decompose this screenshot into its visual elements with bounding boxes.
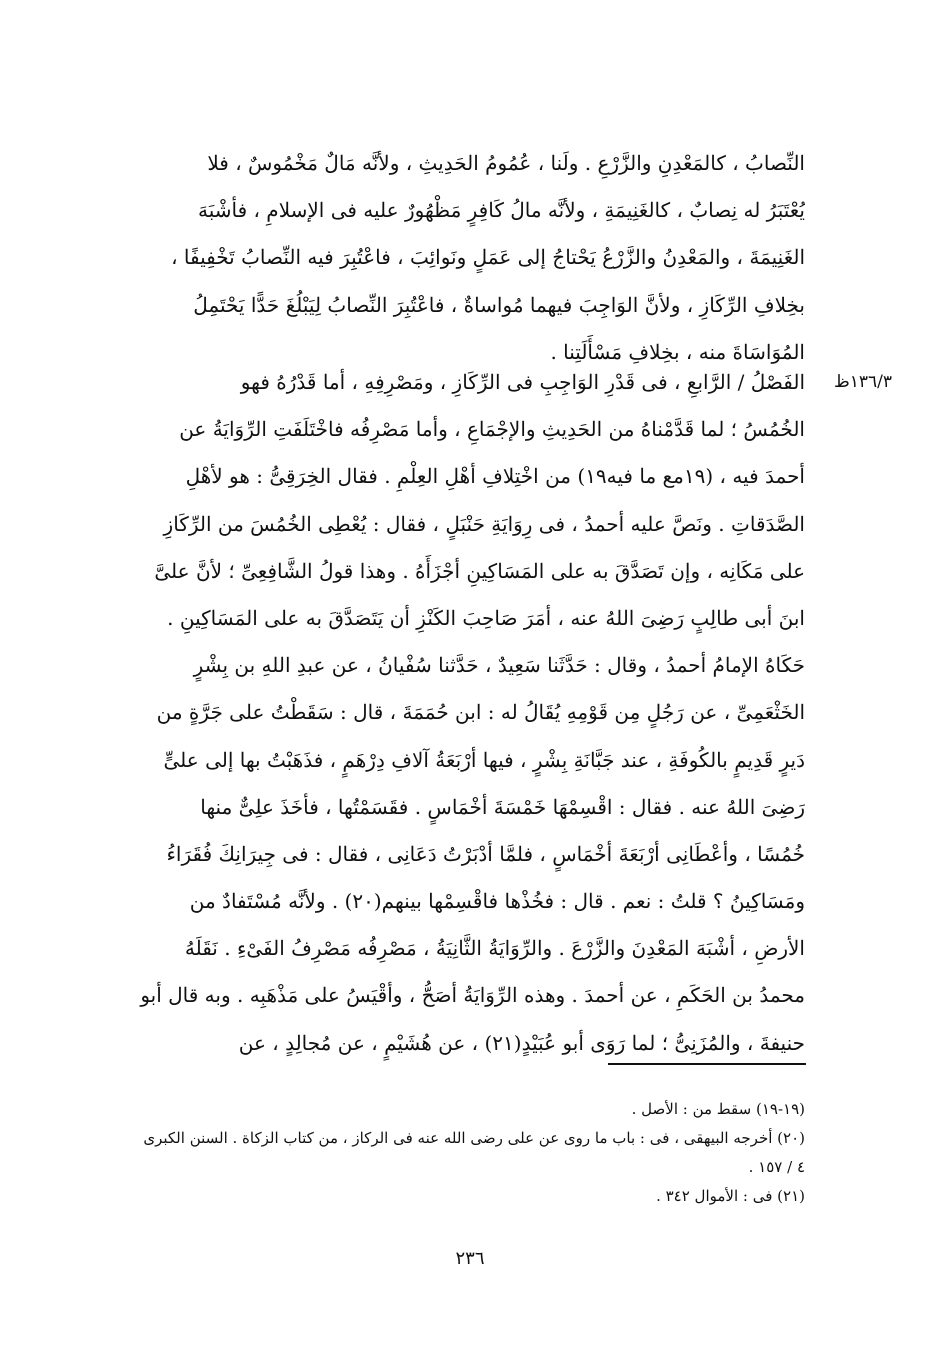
footnote-line: ٤ / ١٥٧ . — [748, 1158, 805, 1176]
text-line: الخَثْعَمِىِّ ، عن رَجُلٍ مِن قَوْمِهِ يُقَالُ له : ابن حُمَمَةَ ، قال : سَقَطْتُ على جَرَّةٍ من — [156, 700, 805, 725]
text-line: حَكَاهُ الإمامُ أحمدُ ، وقال : حَدَّثَنا سَعِيدٌ ، حَدَّثنا سُفْيانُ ، عن عبدِ اللهِ بن بِشْرٍ — [193, 653, 805, 678]
page-number: ٢٣٦ — [455, 1248, 485, 1269]
text-line: ومَسَاكِينُ ؟ قلتُ : نعم . قال : فخُذْها فاقْسِمْها بينهم(٢٠) . ولأنَّه مُسْتَفادٌ من — [189, 889, 805, 914]
paragraph-continued — [125, 140, 805, 376]
text-line: الفَصْلُ / الرَّابعِ ، فى قَدْرِ الوَاجِبِ فى الرِّكَازِ ، ومَصْرِفِهِ ، أما قَدْرُهُ فهو — [240, 370, 805, 394]
text-line: حنيفةَ ، والمُزَنِىُّ ؛ لما رَوَى أبو عُبَيْدٍ(٢١) ، عن هُشَيْمٍ ، عن مُجالِدٍ ، عن — [238, 1030, 805, 1055]
footnote-line: (١٩-١٩) سقط من : الأصل . — [631, 1100, 805, 1118]
text-line: أحمدَ فيه ، (١٩مع ما فيه١٩) من اخْتِلافِ أهْلِ العِلْمِ . فقال الخِرَقِىُّ : هو لأهْلِ — [185, 464, 805, 489]
text-line: الغَنِيمَةَ ، والمَعْدِنُ والزَّرْعُ يَحْتاجُ إلى عَمَلٍ ونَوائِبَ ، فاعْتُبِرَ فيه النِّصابُ تَخْفِيفًا ، — [171, 245, 805, 270]
text-line: ابنَ أبى طالِبٍ رَضِىَ اللهُ عنه ، أمَرَ صَاحِبَ الكَنْزِ أن يَتَصَدَّقَ به على المَسَاكِينِ . — [167, 605, 805, 630]
text-line: الأرضِ ، أشْبَهَ المَعْدِنَ والزَّرْعَ . والرِّوَايَةُ الثَّانِيَةُ ، مَصْرِفُه مَصْرِفُ الفَىْءِ . نَقَلَهُ — [184, 936, 805, 961]
paragraph-fasl-four — [125, 359, 805, 1067]
footnote-line: (٢١) فى : الأموال ٣٤٢ . — [656, 1187, 805, 1205]
text-line: الصَّدَقاتِ . ونَصَّ عليه أحمدُ ، فى رِوَايَةِ حَنْبَلٍ ، فقال : يُعْطِى الخُمُسَ من الرِّكَازِ — [163, 511, 805, 536]
text-line: المُوَاسَاةَ منه ، بخِلافِ مَسْأَلَتِنا . — [550, 339, 805, 364]
text-line: محمدُ بن الحَكَمِ ، عن أحمدَ . وهذه الرِّوَايَةُ أصَحُّ ، وأقْيَسُ على مَذْهَبِه . وبه قال أبو — [140, 983, 805, 1008]
text-line: على مَكَانِه ، وإن تَصَدَّقَ به على المَسَاكِينِ أجْزَأَهُ . وهذا قولُ الشَّافِعِىِّ ؛ لأنَّ علىَّ — [154, 558, 805, 583]
text-line: يُعْتَبَرُ له نِصابٌ ، كالغَنِيمَةِ ، ولأنَّه مالُ كَافِرٍ مَظْهُورٌ عليه فى الإسلامِ ، فأشْبَهَ — [197, 198, 805, 223]
text-line: رَضِىَ اللهُ عنه . فقال : اقْسِمْهَا خَمْسَةَ أخْمَاسٍ . فقَسَمْتُها ، فأخَذَ علِىٌّ منها — [200, 794, 805, 819]
footnote-line: (٢٠) أخرجه البيهقى ، فى : باب ما روى عن على رضى الله عنه فى الركاز ، من كتاب الزكاة . السنن الكبرى — [143, 1129, 805, 1147]
text-line: بخِلافِ الرِّكَازِ ، ولأنَّ الوَاجِبَ فيهما مُواساةٌ ، فاعْتُبِرَ النِّصابُ لِيَبْلُغَ حَدًّا يَحْتَمِلُ — [193, 292, 805, 317]
text-line: الخُمُسُ ؛ لما قَدَّمْناهُ من الحَدِيثِ والإجْمَاعِ ، وأما مَصْرِفُه فاخْتَلَفَتِ الرِّوَايَةُ عن — [179, 417, 805, 442]
manuscript-folio-reference: ١٣٦/٣ظ — [834, 372, 892, 392]
text-line: دَيرٍ قَدِيمٍ بالكُوفَةِ ، عند جَبَّانَةِ بِشْرٍ ، فيها أرْبَعَةُ آلافِ دِرْهَمٍ ، فذَهَبْتُ بها إلى علىٍّ — [163, 747, 805, 772]
text-line: خُمُسًا ، وأعْطَانِى أرْبَعَةَ أخْمَاسٍ ، فلمَّا أدْبَرْتُ دَعَانِى ، فقال : فى جِيرَانِكَ فُقَرَاءُ — [166, 841, 805, 866]
text-line: النِّصابُ ، كالمَعْدِنِ والزَّرْعِ . ولَنا ، عُمُومُ الحَدِيثِ ، ولأنَّه مَالٌ مَخْمُوسٌ ، فلا — [207, 151, 805, 175]
footnote-separator-rule — [608, 1063, 806, 1065]
footnotes — [125, 1095, 805, 1211]
